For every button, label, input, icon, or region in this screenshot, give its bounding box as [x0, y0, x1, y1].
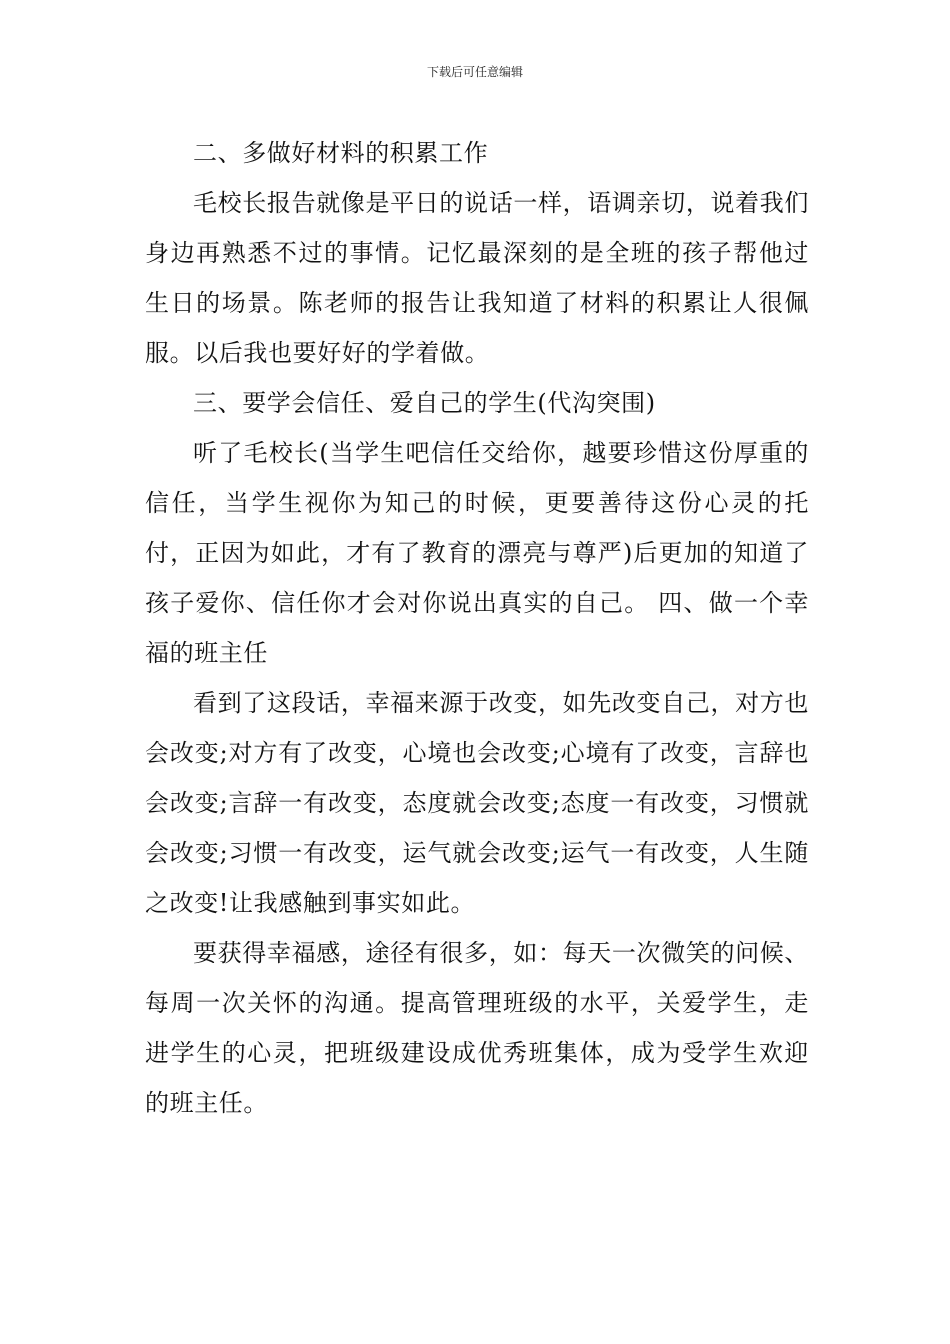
section-heading-3: 三、要学会信任、爱自己的学生(代沟突围) [193, 389, 656, 417]
body-paragraph: 听了毛校长(当学生吧信任交给你，越要珍惜这份厚重的信任，当学生视你为知己的时候，更要善待这份心灵的托付，正因为如此，才有了教育的漂亮与尊严)后更加的知道了孩子爱你、信任你才会对你说出真实的自己。 四、做一个幸福的班主任 [145, 439, 809, 667]
document-body [145, 128, 809, 1128]
page-header-note: 下载后可任意编辑 [426, 65, 523, 79]
section-heading-2: 二、多做好材料的积累工作 [193, 139, 489, 167]
body-paragraph: 要获得幸福感，途径有很多，如：每天一次微笑的问候、每周一次关怀的沟通。提高管理班级的水平，关爱学生，走进学生的心灵，把班级建设成优秀班集体，成为受学生欢迎的班主任。 [145, 939, 809, 1117]
body-paragraph: 毛校长报告就像是平日的说话一样，语调亲切，说着我们身边再熟悉不过的事情。记忆最深刻的是全班的孩子帮他过生日的场景。陈老师的报告让我知道了材料的积累让人很佩服。以后我也要好好的学着做。 [145, 189, 809, 367]
body-paragraph: 看到了这段话，幸福来源于改变，如先改变自己，对方也会改变;对方有了改变，心境也会改变;心境有了改变，言辞也会改变;言辞一有改变，态度就会改变;态度一有改变，习惯就会改变;习惯一有改变，运气就会改变;运气一有改变，人生随之改变!让我感触到事实如此。 [145, 689, 809, 917]
